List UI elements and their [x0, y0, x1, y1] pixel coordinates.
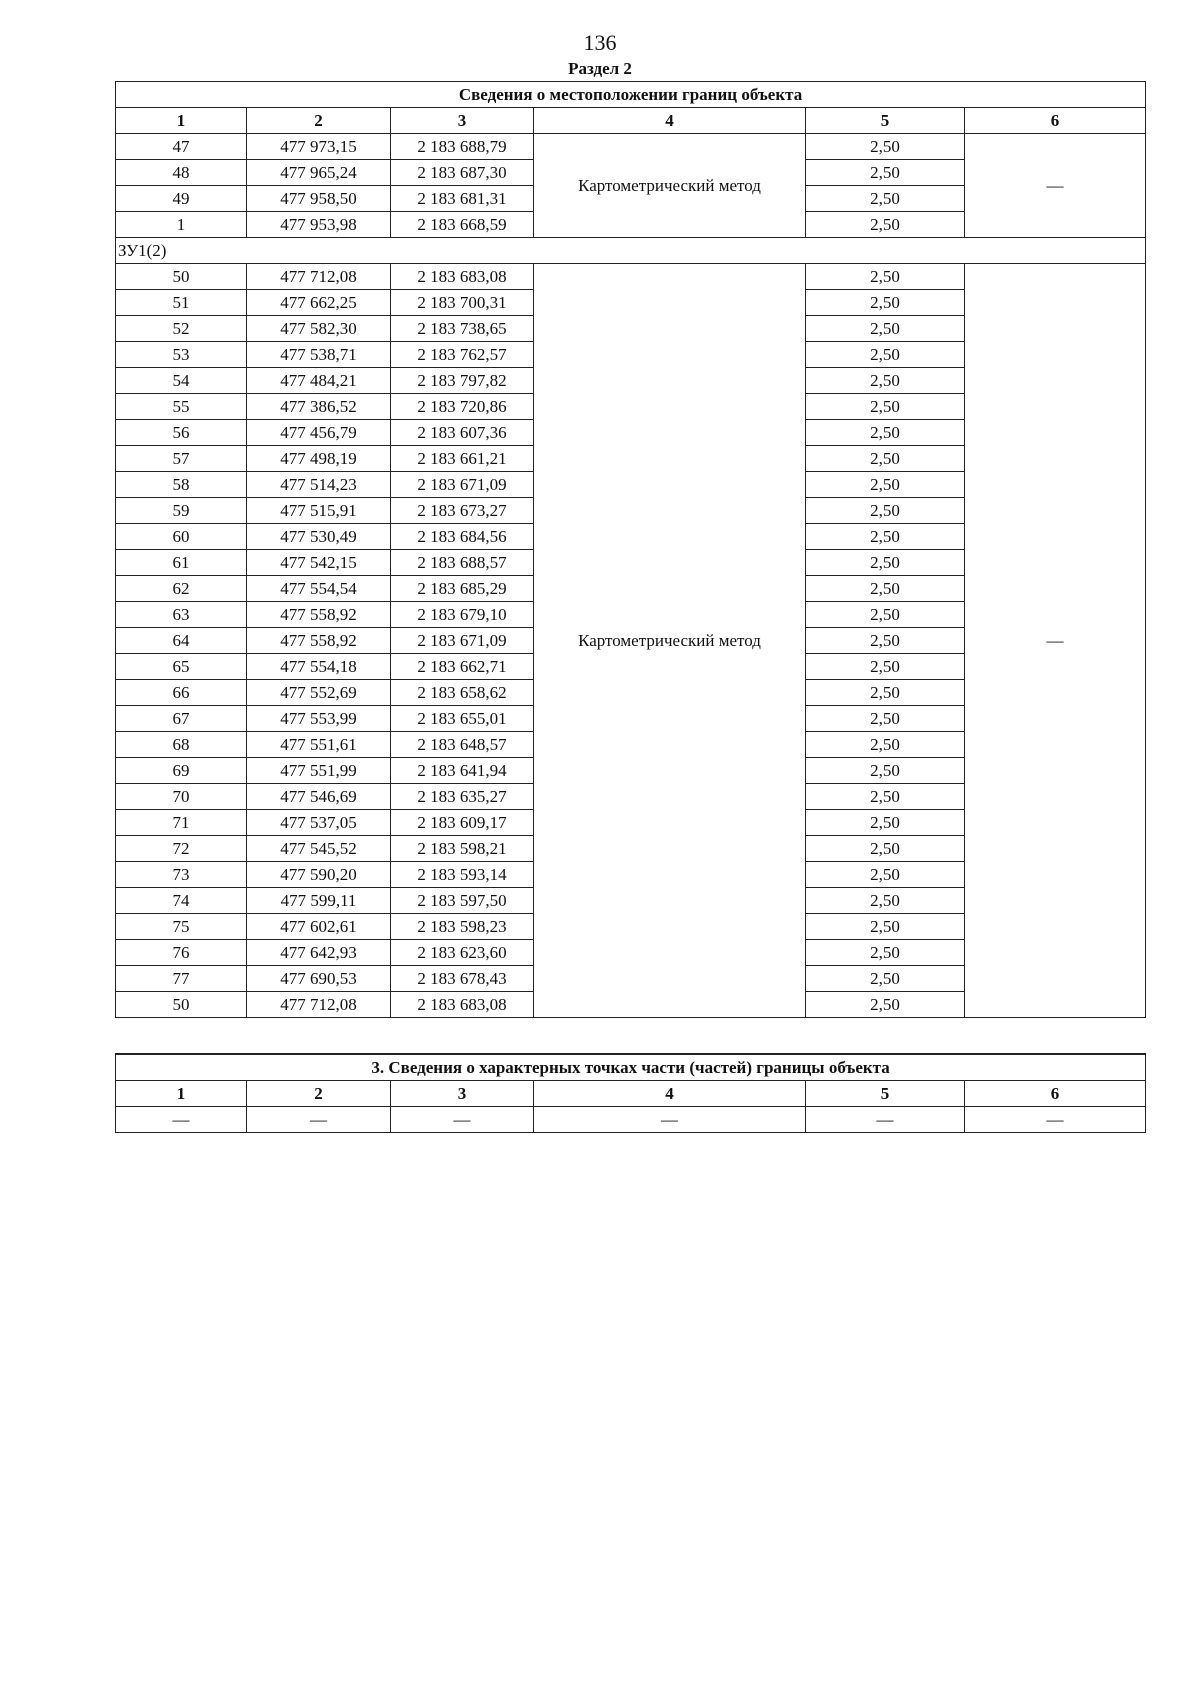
coordinate-x: 477 602,61 [247, 914, 391, 940]
point-number: 49 [116, 186, 247, 212]
point-number: 73 [116, 862, 247, 888]
coordinate-y: 2 183 655,01 [391, 706, 534, 732]
table-caption: Сведения о местоположении границ объекта [116, 82, 1146, 108]
position-error: 2,50 [806, 758, 965, 784]
coordinate-y: 2 183 609,17 [391, 810, 534, 836]
coordinate-y: 2 183 662,71 [391, 654, 534, 680]
position-error: 2,50 [806, 628, 965, 654]
position-error: 2,50 [806, 602, 965, 628]
coordinate-x: 477 558,92 [247, 602, 391, 628]
point-number: 56 [116, 420, 247, 446]
position-error: 2,50 [806, 836, 965, 862]
position-error: 2,50 [806, 706, 965, 732]
point-number: 71 [116, 810, 247, 836]
coordinate-x: 477 542,15 [247, 550, 391, 576]
point-number: 57 [116, 446, 247, 472]
point-number: 53 [116, 342, 247, 368]
point-number: 50 [116, 264, 247, 290]
empty-dash: — [391, 1107, 534, 1133]
coordinate-y: 2 183 641,94 [391, 758, 534, 784]
boundary-description: — [965, 134, 1146, 238]
coordinate-y: 2 183 671,09 [391, 472, 534, 498]
coordinate-x: 477 953,98 [247, 212, 391, 238]
position-error: 2,50 [806, 680, 965, 706]
position-error: 2,50 [806, 914, 965, 940]
coordinate-y: 2 183 678,43 [391, 966, 534, 992]
position-error: 2,50 [806, 342, 965, 368]
position-error: 2,50 [806, 576, 965, 602]
empty-dash: — [116, 1107, 247, 1133]
coordinate-x: 477 551,99 [247, 758, 391, 784]
parts-points-table [115, 1053, 1146, 1133]
determination-method: Картометрический метод [534, 264, 806, 1018]
point-number: 76 [116, 940, 247, 966]
position-error: 2,50 [806, 394, 965, 420]
column-number: 2 [247, 108, 391, 134]
table-row [116, 264, 1146, 290]
coordinate-y: 2 183 648,57 [391, 732, 534, 758]
position-error: 2,50 [806, 992, 965, 1018]
coordinate-y: 2 183 688,79 [391, 134, 534, 160]
column-number: 3 [391, 1081, 534, 1107]
position-error: 2,50 [806, 290, 965, 316]
boundary-coordinates-table [115, 81, 1146, 1018]
point-number: 47 [116, 134, 247, 160]
coordinate-x: 477 642,93 [247, 940, 391, 966]
empty-dash: — [247, 1107, 391, 1133]
coordinate-x: 477 558,92 [247, 628, 391, 654]
point-number: 63 [116, 602, 247, 628]
point-number: 1 [116, 212, 247, 238]
position-error: 2,50 [806, 524, 965, 550]
point-number: 70 [116, 784, 247, 810]
point-number: 77 [116, 966, 247, 992]
coordinate-x: 477 965,24 [247, 160, 391, 186]
table-row [116, 134, 1146, 160]
subsection-label: ЗУ1(2) [116, 238, 1146, 264]
coordinate-y: 2 183 797,82 [391, 368, 534, 394]
coordinate-y: 2 183 598,21 [391, 836, 534, 862]
column-number: 1 [116, 108, 247, 134]
position-error: 2,50 [806, 966, 965, 992]
coordinate-y: 2 183 720,86 [391, 394, 534, 420]
position-error: 2,50 [806, 186, 965, 212]
coordinate-y: 2 183 658,62 [391, 680, 534, 706]
point-number: 51 [116, 290, 247, 316]
point-number: 55 [116, 394, 247, 420]
position-error: 2,50 [806, 472, 965, 498]
coordinate-y: 2 183 607,36 [391, 420, 534, 446]
coordinate-y: 2 183 673,27 [391, 498, 534, 524]
position-error: 2,50 [806, 212, 965, 238]
coordinate-y: 2 183 661,21 [391, 446, 534, 472]
coordinate-y: 2 183 687,30 [391, 160, 534, 186]
parts-empty-row [116, 1107, 1146, 1133]
point-number: 75 [116, 914, 247, 940]
coordinate-x: 477 973,15 [247, 134, 391, 160]
position-error: 2,50 [806, 264, 965, 290]
column-number: 4 [534, 108, 806, 134]
empty-dash: — [534, 1107, 806, 1133]
position-error: 2,50 [806, 134, 965, 160]
point-number: 67 [116, 706, 247, 732]
point-number: 62 [116, 576, 247, 602]
coordinate-x: 477 514,23 [247, 472, 391, 498]
coordinate-x: 477 386,52 [247, 394, 391, 420]
coordinate-y: 2 183 598,23 [391, 914, 534, 940]
coordinate-y: 2 183 597,50 [391, 888, 534, 914]
coordinate-y: 2 183 593,14 [391, 862, 534, 888]
coordinate-x: 477 551,61 [247, 732, 391, 758]
coordinate-y: 2 183 679,10 [391, 602, 534, 628]
column-number: 1 [116, 1081, 247, 1107]
point-number: 69 [116, 758, 247, 784]
coordinate-x: 477 498,19 [247, 446, 391, 472]
empty-dash: — [965, 1107, 1146, 1133]
position-error: 2,50 [806, 810, 965, 836]
point-number: 68 [116, 732, 247, 758]
column-number: 5 [806, 1081, 965, 1107]
column-number: 6 [965, 108, 1146, 134]
coordinate-y: 2 183 685,29 [391, 576, 534, 602]
coordinate-x: 477 554,18 [247, 654, 391, 680]
section-title: Раздел 2 [568, 59, 632, 78]
coordinate-x: 477 662,25 [247, 290, 391, 316]
position-error: 2,50 [806, 160, 965, 186]
column-number: 3 [391, 108, 534, 134]
page-number: 136 [583, 30, 617, 55]
coordinate-x: 477 582,30 [247, 316, 391, 342]
coordinate-x: 477 958,50 [247, 186, 391, 212]
coordinate-y: 2 183 683,08 [391, 264, 534, 290]
position-error: 2,50 [806, 888, 965, 914]
coordinate-y: 2 183 688,57 [391, 550, 534, 576]
position-error: 2,50 [806, 368, 965, 394]
column-number: 6 [965, 1081, 1146, 1107]
point-number: 72 [116, 836, 247, 862]
coordinate-x: 477 552,69 [247, 680, 391, 706]
coordinate-y: 2 183 684,56 [391, 524, 534, 550]
coordinate-y: 2 183 668,59 [391, 212, 534, 238]
point-number: 66 [116, 680, 247, 706]
coordinate-x: 477 712,08 [247, 992, 391, 1018]
position-error: 2,50 [806, 862, 965, 888]
position-error: 2,50 [806, 732, 965, 758]
point-number: 58 [116, 472, 247, 498]
coordinate-x: 477 484,21 [247, 368, 391, 394]
coordinate-x: 477 537,05 [247, 810, 391, 836]
coordinate-x: 477 456,79 [247, 420, 391, 446]
coordinate-y: 2 183 700,31 [391, 290, 534, 316]
coordinate-y: 2 183 635,27 [391, 784, 534, 810]
coordinate-x: 477 690,53 [247, 966, 391, 992]
coordinate-x: 477 530,49 [247, 524, 391, 550]
coordinate-y: 2 183 683,08 [391, 992, 534, 1018]
point-number: 60 [116, 524, 247, 550]
point-number: 64 [116, 628, 247, 654]
coordinate-y: 2 183 738,65 [391, 316, 534, 342]
point-number: 52 [116, 316, 247, 342]
position-error: 2,50 [806, 420, 965, 446]
point-number: 74 [116, 888, 247, 914]
coordinate-x: 477 545,52 [247, 836, 391, 862]
position-error: 2,50 [806, 784, 965, 810]
coordinate-x: 477 590,20 [247, 862, 391, 888]
coordinate-x: 477 553,99 [247, 706, 391, 732]
coordinate-y: 2 183 623,60 [391, 940, 534, 966]
coordinate-y: 2 183 671,09 [391, 628, 534, 654]
coordinate-x: 477 712,08 [247, 264, 391, 290]
empty-dash: — [806, 1107, 965, 1133]
column-number: 4 [534, 1081, 806, 1107]
column-number: 2 [247, 1081, 391, 1107]
position-error: 2,50 [806, 316, 965, 342]
coordinate-x: 477 554,54 [247, 576, 391, 602]
coordinate-x: 477 546,69 [247, 784, 391, 810]
position-error: 2,50 [806, 446, 965, 472]
coordinate-x: 477 599,11 [247, 888, 391, 914]
coordinate-y: 2 183 762,57 [391, 342, 534, 368]
point-number: 48 [116, 160, 247, 186]
column-number: 5 [806, 108, 965, 134]
parts-column-number-row [116, 1081, 1146, 1107]
coordinate-y: 2 183 681,31 [391, 186, 534, 212]
boundary-description: — [965, 264, 1146, 1018]
point-number: 65 [116, 654, 247, 680]
determination-method: Картометрический метод [534, 134, 806, 238]
position-error: 2,50 [806, 550, 965, 576]
subsection-row [116, 238, 1146, 264]
position-error: 2,50 [806, 940, 965, 966]
point-number: 59 [116, 498, 247, 524]
coordinate-x: 477 515,91 [247, 498, 391, 524]
parts-caption: 3. Сведения о характерных точках части (частей) границы объекта [116, 1054, 1146, 1081]
point-number: 54 [116, 368, 247, 394]
position-error: 2,50 [806, 654, 965, 680]
column-number-row [116, 108, 1146, 134]
coordinate-x: 477 538,71 [247, 342, 391, 368]
point-number: 61 [116, 550, 247, 576]
position-error: 2,50 [806, 498, 965, 524]
point-number: 50 [116, 992, 247, 1018]
